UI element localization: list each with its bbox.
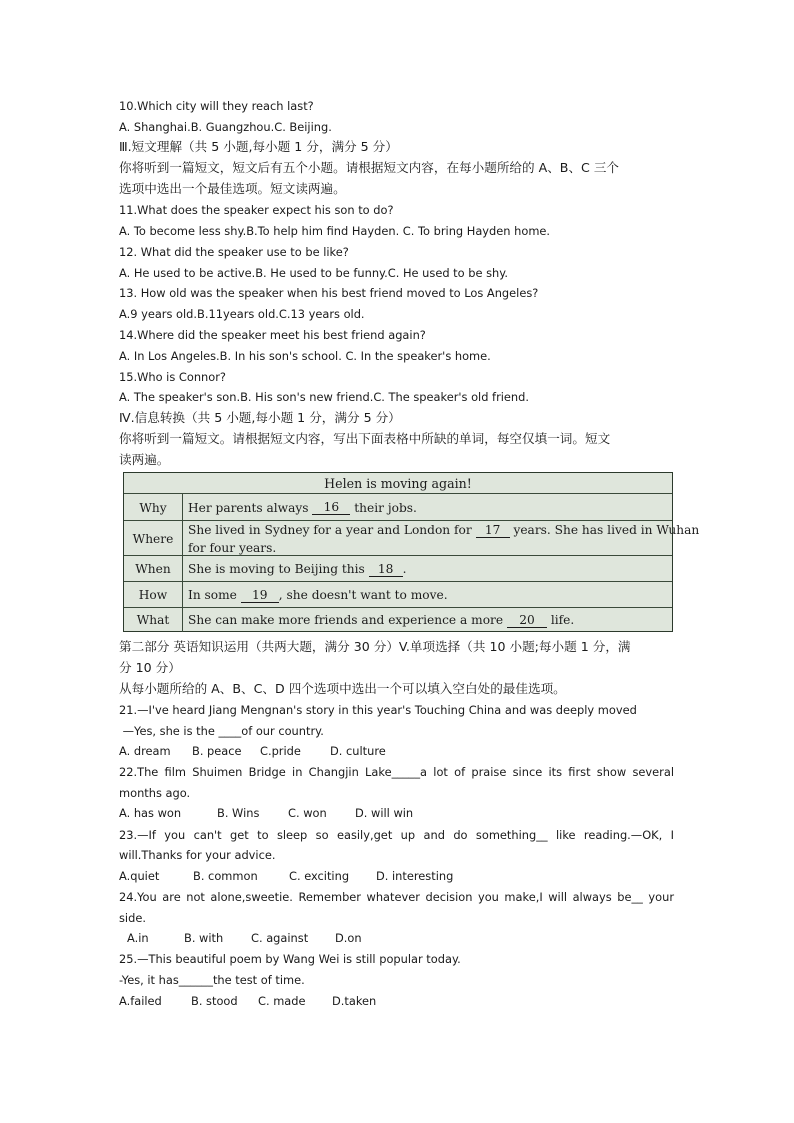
option: C. made xyxy=(258,994,306,1008)
q25-line2: -Yes, it has______the test of time. xyxy=(119,973,305,987)
part2-heading-1: 第二部分 英语知识运用（共两大题，满分 30 分）V.单项选择（共 10 小题;每小题 1 分，满 xyxy=(119,639,631,654)
q15-options: A. The speaker's son.B. His son's new friend.C. The speaker's old friend. xyxy=(119,390,529,404)
q23-line1: 23.—If you can't get to sleep so easily,get up and do something__ like reading.—OK, I xyxy=(119,828,674,842)
table-row xyxy=(124,581,672,608)
q21-line2: —Yes, she is the ____of our country. xyxy=(119,724,324,738)
row-content xyxy=(188,582,666,608)
q14-options: A. In Los Angeles.B. In his son's school. C. In the speaker's home. xyxy=(119,349,491,363)
option: B. Wins xyxy=(217,806,260,820)
option: C. won xyxy=(288,806,327,820)
q15-stem: 15.Who is Connor? xyxy=(119,370,226,384)
option: C. exciting xyxy=(289,869,350,883)
section4-intro-2: 读两遍。 xyxy=(119,452,170,467)
option: A.in xyxy=(127,931,149,945)
q22-line1: 22.The film Shuimen Bridge in Changjin Lake_____a lot of praise since its first show several xyxy=(119,765,674,779)
q21-line1: 21.—I've heard Jiang Mengnan's story in this year's Touching China and was deeply moved xyxy=(119,703,637,717)
option: A. dream xyxy=(119,744,171,758)
option: A.quiet xyxy=(119,869,160,883)
table-row xyxy=(124,607,672,632)
q12-options: A. He used to be active.B. He used to be funny.C. He used to be shy. xyxy=(119,266,508,280)
q10-options: A. Shanghai.B. Guangzhou.C. Beijing. xyxy=(119,120,332,134)
row-text: years. She has lived in Wuhan xyxy=(513,523,700,537)
row-label: How xyxy=(124,582,183,608)
option: C. against xyxy=(251,931,309,945)
table-title: Helen is moving again! xyxy=(324,475,472,491)
info-table xyxy=(123,472,700,632)
row-text: She is moving to Beijing this xyxy=(188,562,365,576)
blank-16: 16 xyxy=(312,500,350,515)
section4-title: Ⅳ.信息转换（共 5 小题,每小题 1 分，满分 5 分） xyxy=(119,410,401,425)
q11-stem: 11.What does the speaker expect his son to do? xyxy=(119,203,394,217)
q25-line1: 25.—This beautiful poem by Wang Wei is still popular today. xyxy=(119,952,461,966)
option: D. interesting xyxy=(376,869,454,883)
row-text: Her parents always xyxy=(188,500,309,515)
q13-options: A.9 years old.B.11years old.C.13 years old. xyxy=(119,307,365,321)
q22-line2: months ago. xyxy=(119,786,191,800)
option: B. peace xyxy=(192,744,242,758)
row-content xyxy=(188,494,666,521)
table-row xyxy=(124,520,700,556)
row-text: , she doesn't want to move. xyxy=(278,588,448,602)
row-text: . xyxy=(402,562,407,576)
q24-options xyxy=(127,928,362,948)
table-row xyxy=(124,493,672,521)
row-content xyxy=(188,608,666,632)
blank-20: 20 xyxy=(507,613,547,628)
row-label: What xyxy=(124,608,183,632)
q11-options: A. To become less shy.B.To help him find Hayden. C. To bring Hayden home. xyxy=(119,224,551,238)
option: A.failed xyxy=(119,994,162,1008)
section3-intro-1: 你将听到一篇短文，短文后有五个小题。请根据短文内容，在每小题所给的 A、B、C 三个 xyxy=(119,160,620,175)
row-content xyxy=(188,521,700,556)
row-label: When xyxy=(124,556,183,582)
row-label: Where xyxy=(124,521,183,556)
option: C.pride xyxy=(260,744,301,758)
q23-line2: will.Thanks for your advice. xyxy=(119,848,276,862)
q12-stem: 12. What did the speaker use to be like? xyxy=(119,245,349,259)
row-label: Why xyxy=(124,494,183,521)
row-text: life. xyxy=(550,613,575,627)
option: A. has won xyxy=(119,806,182,820)
table-row xyxy=(124,555,672,582)
option: B. stood xyxy=(191,994,238,1008)
row-content xyxy=(188,556,666,582)
q25-options xyxy=(119,991,376,1011)
q22-options xyxy=(119,803,413,823)
row-text: for four years. xyxy=(188,541,277,555)
option: B. common xyxy=(193,869,258,883)
row-text: She lived in Sydney for a year and London for xyxy=(188,523,472,537)
blank-17: 17 xyxy=(476,523,510,538)
row-text: She can make more friends and experience a more xyxy=(188,613,504,627)
q24-line1: 24.You are not alone,sweetie. Remember whatever decision you make,I will always be__ your xyxy=(119,890,674,904)
section3-intro-2: 选项中选出一个最佳选项。短文读两遍。 xyxy=(119,181,346,196)
q10-stem: 10.Which city will they reach last? xyxy=(119,99,314,113)
section4-intro-1: 你将听到一篇短文。请根据短文内容，写出下面表格中所缺的单词，每空仅填一词。短文 xyxy=(119,431,611,446)
row-text: their jobs. xyxy=(354,500,417,515)
part2-heading-2: 分 10 分） xyxy=(119,660,181,675)
q24-line2: side. xyxy=(119,911,146,925)
option: D.on xyxy=(335,931,362,945)
q14-stem: 14.Where did the speaker meet his best friend again? xyxy=(119,328,426,342)
q13-stem: 13. How old was the speaker when his best friend moved to Los Angeles? xyxy=(119,286,539,300)
option: D. will win xyxy=(355,806,414,820)
blank-19: 19 xyxy=(241,588,279,603)
q21-options xyxy=(119,741,386,761)
option: B. with xyxy=(184,931,224,945)
row-text: In some xyxy=(188,588,237,602)
blank-18: 18 xyxy=(369,562,403,577)
option: D. culture xyxy=(330,744,386,758)
q23-options xyxy=(119,866,453,886)
part2-intro: 从每小题所给的 A、B、C、D 四个选项中选出一个可以填入空白处的最佳选项。 xyxy=(119,681,566,696)
section3-title: Ⅲ.短文理解（共 5 小题,每小题 1 分，满分 5 分） xyxy=(119,139,398,154)
option: D.taken xyxy=(332,994,377,1008)
